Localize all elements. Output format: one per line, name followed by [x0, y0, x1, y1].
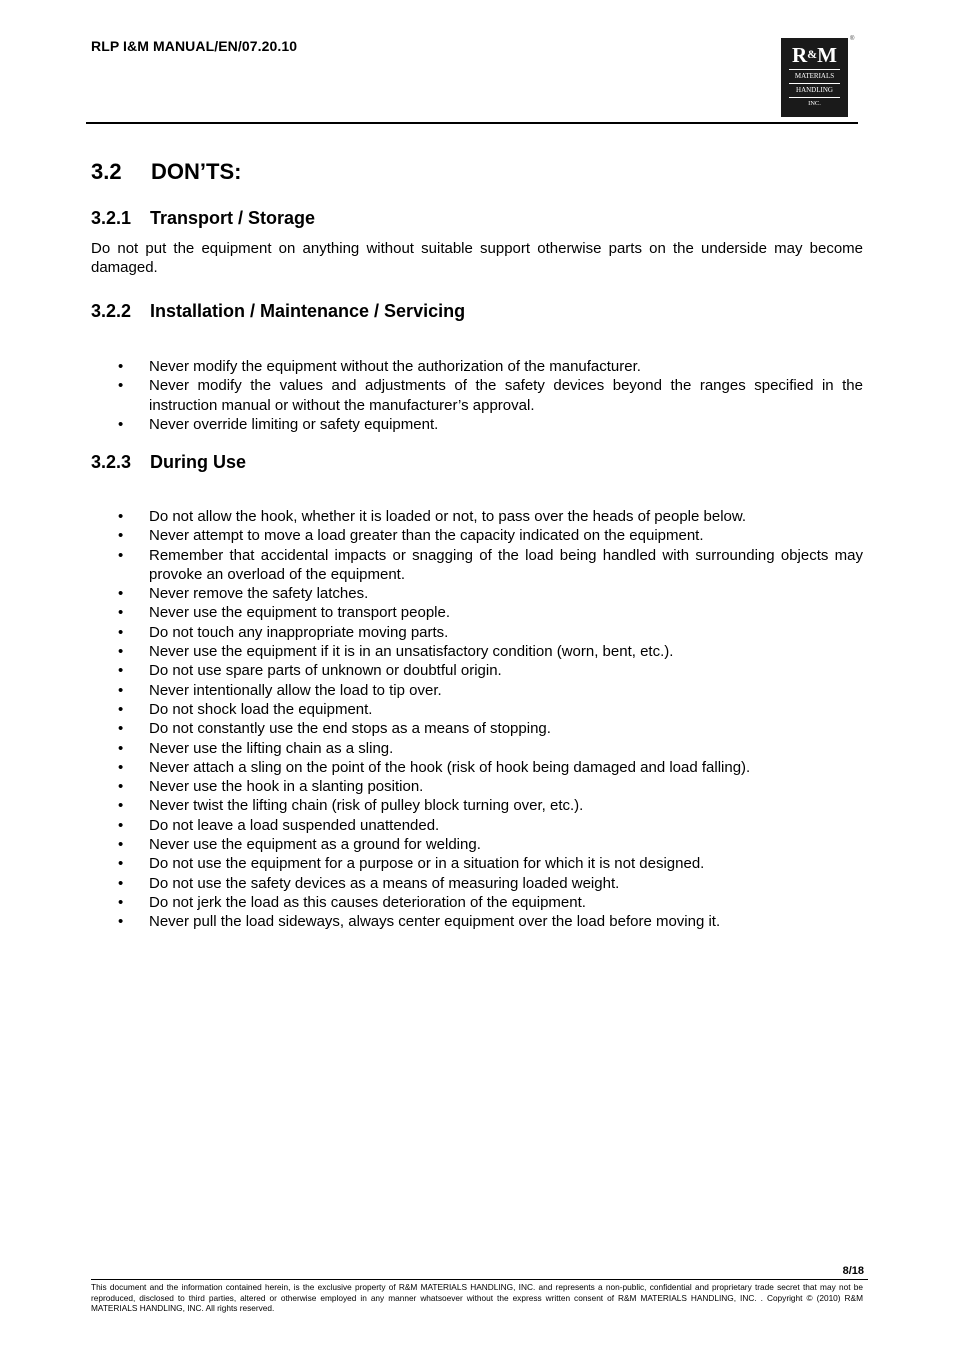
- list-item-text: Never twist the lifting chain (risk of pulley block turning over, etc.).: [149, 797, 584, 815]
- bullet-icon: •: [118, 836, 124, 854]
- subsection-heading-transport: [91, 208, 315, 229]
- bullet-icon: •: [118, 739, 124, 757]
- bullet-icon: •: [118, 816, 124, 834]
- list-item: [91, 661, 863, 680]
- list-item: [91, 376, 863, 415]
- bullet-icon: •: [118, 377, 124, 395]
- list-item-text: Never use the equipment as a ground for welding.: [149, 836, 481, 854]
- bullet-icon: •: [118, 358, 124, 375]
- list-item: [91, 739, 863, 758]
- list-item-text: Do not jerk the load as this causes deterioration of the equipment.: [149, 893, 586, 911]
- bullet-icon: •: [118, 720, 124, 738]
- bullet-icon: •: [118, 527, 124, 545]
- list-item: [91, 526, 863, 545]
- list-item-text: Never override limiting or safety equipment.: [149, 415, 439, 433]
- bullet-icon: •: [118, 623, 124, 641]
- list-item: [91, 835, 863, 854]
- list-item: [91, 796, 863, 815]
- list-item: [91, 546, 863, 585]
- list-item-text: Do not constantly use the end stops as a means of stopping.: [149, 720, 551, 738]
- bullet-icon: •: [118, 758, 124, 776]
- bullet-icon: •: [118, 604, 124, 622]
- bullet-icon: •: [118, 913, 124, 931]
- list-item: [91, 415, 863, 434]
- confidentiality-notice: This document and the information contained herein, is the exclusive property of R&M MATERIALS HANDLING, INC. and represents a non-public, confidential and proprietary trade secret that may not be reproduced, disclosed to third parties, altered or otherwise employed in any manner whatsoever without the express written consent of R&M MATERIALS HANDLING, INC. . Copyright © (2010) R&M MATERIALS HANDLING, INC. All rights reserved.: [91, 1282, 863, 1313]
- logo-mark: R&M: [792, 43, 837, 67]
- list-item: [91, 719, 863, 738]
- subsection-title: Transport / Storage: [150, 208, 316, 228]
- list-item: [91, 758, 863, 777]
- bullet-icon: •: [118, 778, 124, 796]
- bullet-icon: •: [118, 643, 124, 661]
- list-item: [91, 603, 863, 622]
- subsection-heading-during-use: [91, 452, 246, 473]
- bullet-icon: •: [118, 700, 124, 718]
- registered-mark: ®: [850, 36, 855, 42]
- list-item: [91, 893, 863, 912]
- list-item: [91, 912, 863, 931]
- list-item-text: Never use the equipment to transport people.: [149, 604, 451, 622]
- list-item-text: Do not touch any inappropriate moving parts.: [149, 623, 449, 641]
- list-item-text: Never remove the safety latches.: [149, 585, 369, 603]
- subsection-title: During Use: [150, 452, 247, 472]
- list-item-text: Do not use the equipment for a purpose or in a situation for which it is not designed.: [149, 855, 705, 873]
- bullet-icon: •: [118, 681, 124, 699]
- subsection-number: 3.2.1: [91, 208, 132, 228]
- subsection-title: Installation / Maintenance / Servicing: [150, 301, 466, 321]
- section-heading: [91, 159, 241, 185]
- list-item-text: Remember that accidental impacts or snagging of the load being handled with surrounding objects may provoke an overload of the equipment.: [149, 546, 863, 583]
- document-code: RLP I&M MANUAL/EN/07.20.10: [91, 38, 298, 54]
- list-item-text: Do not shock load the equipment.: [149, 700, 373, 718]
- subsection-number: 3.2.3: [91, 452, 132, 472]
- bullet-icon: •: [118, 855, 124, 873]
- list-item-text: Do not use the safety devices as a means of measuring loaded weight.: [149, 874, 620, 892]
- list-item-text: Never attach a sling on the point of the hook (risk of hook being damaged and load falling).: [149, 758, 751, 776]
- list-item-text: Never use the hook in a slanting position.: [149, 778, 424, 796]
- bullet-icon: •: [118, 546, 124, 564]
- bullet-icon: •: [118, 415, 124, 433]
- list-item: [91, 584, 863, 603]
- list-item: [91, 854, 863, 873]
- list-item: [91, 507, 863, 526]
- during-use-list: [91, 507, 863, 932]
- installation-list: [91, 357, 863, 434]
- list-item: [91, 874, 863, 893]
- bullet-icon: •: [118, 508, 124, 525]
- list-item: [91, 700, 863, 719]
- transport-paragraph: Do not put the equipment on anything without suitable support otherwise parts on the underside may become damaged.: [91, 240, 863, 276]
- list-item-text: Never use the lifting chain as a sling.: [149, 739, 394, 757]
- list-item: [91, 816, 863, 835]
- bullet-icon: •: [118, 893, 124, 911]
- list-item-text: Never modify the equipment without the authorization of the manufacturer.: [149, 358, 641, 375]
- page-number: 8/18: [842, 1265, 864, 1277]
- section-number: 3.2: [91, 159, 122, 184]
- subsection-heading-installation: [91, 301, 465, 322]
- logo-line-materials: MATERIALS: [789, 69, 840, 84]
- company-logo: [781, 38, 848, 117]
- list-item: [91, 357, 863, 376]
- list-item-text: Never modify the values and adjustments of the safety devices beyond the ranges specified in the instruction manual or without the manufacturer’s approval.: [149, 377, 863, 414]
- logo-line-handling: HANDLING: [789, 84, 840, 98]
- bullet-icon: •: [118, 662, 124, 680]
- list-item-text: Never intentionally allow the load to tip over.: [149, 681, 442, 699]
- list-item: [91, 642, 863, 661]
- section-title: DON’TS:: [151, 159, 242, 184]
- list-item-text: Never attempt to move a load greater than the capacity indicated on the equipment.: [149, 527, 704, 545]
- list-item: [91, 623, 863, 642]
- subsection-number: 3.2.2: [91, 301, 132, 321]
- list-item: [91, 777, 863, 796]
- list-item-text: Never pull the load sideways, always center equipment over the load before moving it.: [149, 913, 721, 931]
- footer-divider: [91, 1279, 868, 1280]
- list-item: [91, 681, 863, 700]
- list-item-text: Do not leave a load suspended unattended.: [149, 816, 440, 834]
- bullet-icon: •: [118, 797, 124, 815]
- list-item-text: Never use the equipment if it is in an unsatisfactory condition (worn, bent, etc.).: [149, 643, 674, 661]
- list-item-text: Do not use spare parts of unknown or doubtful origin.: [149, 662, 502, 680]
- list-item-text: Do not allow the hook, whether it is loaded or not, to pass over the heads of people below.: [149, 508, 747, 525]
- header-divider: [86, 122, 858, 124]
- bullet-icon: •: [118, 874, 124, 892]
- bullet-icon: •: [118, 585, 124, 603]
- logo-line-inc: INC.: [808, 100, 821, 107]
